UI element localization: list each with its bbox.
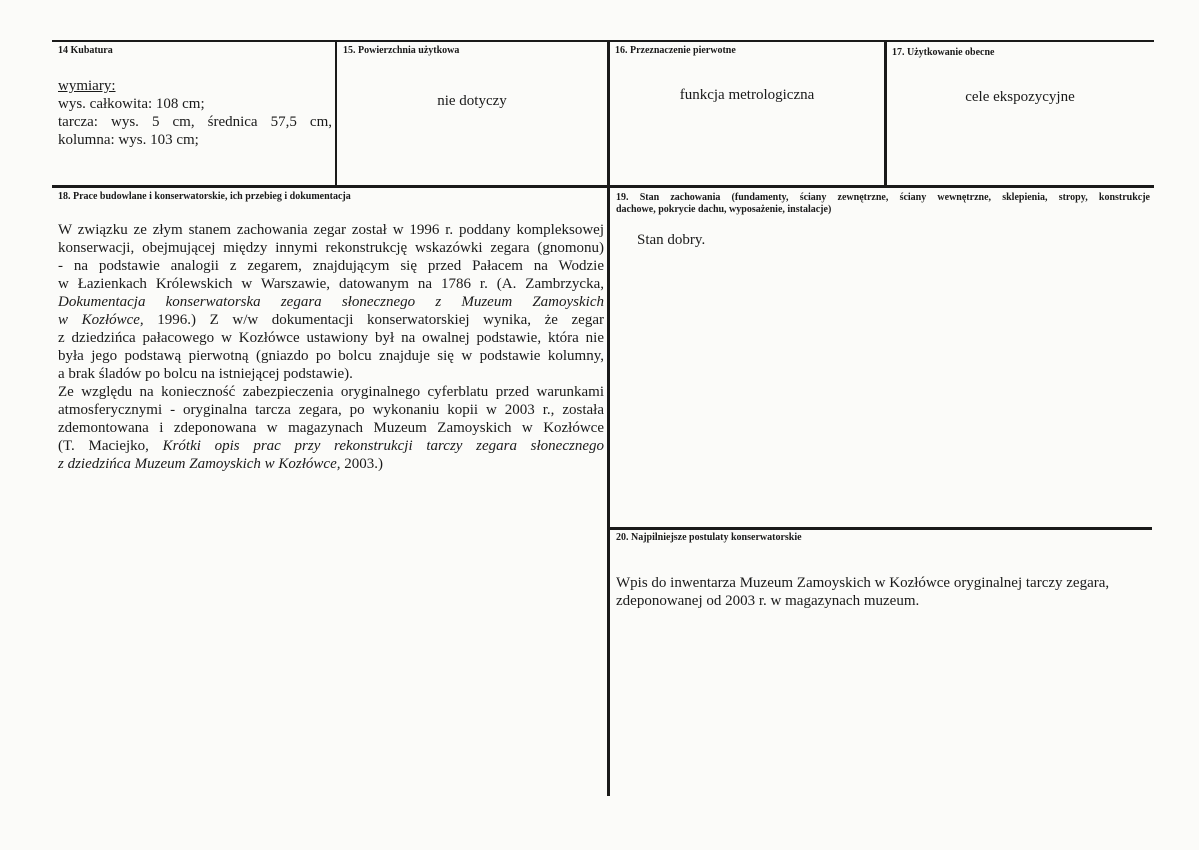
field-14-line: tarcza: wys. 5 cm, średnica 57,5 cm, <box>58 114 332 130</box>
field-18-line <box>58 293 604 311</box>
field-14-line: wys. całkowita: 108 cm; <box>58 96 205 112</box>
field-18-line <box>58 455 604 473</box>
field-18-line: konserwacji, obejmującej między innymi rekonstrukcję wskazówki zegara (gnomonu) <box>58 240 604 256</box>
field-18-line: z dziedzińca pałacowego w Kozłówce ustawiony był na owalnej podstawie, która nie <box>58 330 604 346</box>
field-15-label: 15. Powierzchnia użytkowa <box>343 45 460 56</box>
field-17-label: 17. Użytkowanie obecne <box>892 47 995 58</box>
divider-15-16 <box>607 40 610 796</box>
field-18-italic-title: z dziedzińca Muzeum Zamoyskich w Kozłówce, <box>58 456 341 472</box>
field-14-label: 14 Kubatura <box>58 45 113 56</box>
field-18-text-run: 1996.) Z w/w dokumentacji konserwatorskiej wynika, że zegar <box>143 312 604 328</box>
field-18-text-run: 2003.) <box>340 456 383 472</box>
field-18-content <box>58 221 604 473</box>
divider-16-17 <box>884 40 887 187</box>
field-14-line: kolumna: wys. 103 cm; <box>58 132 199 148</box>
field-18-line: W związku ze złym stanem zachowania zegar został w 1996 r. poddany kompleksowej <box>58 222 604 238</box>
field-18-italic-title: Dokumentacja konserwatorska zegara słonecznego z Muzeum Zamoyskich <box>58 294 604 310</box>
field-15-value: nie dotyczy <box>437 93 507 109</box>
divider-14-15 <box>335 40 337 187</box>
field-20-content <box>616 574 1150 610</box>
field-18-line: - na podstawie analogii z zegarem, znajdującym się przed Pałacem na Wodzie <box>58 258 604 274</box>
field-18-line: Ze względu na konieczność zabezpieczenia oryginalnego cyferblatu przed warunkami <box>58 384 604 400</box>
field-17-value: cele ekspozycyjne <box>965 89 1075 105</box>
field-16-value: funkcja metrologiczna <box>679 87 815 103</box>
field-18-line: zdemontowana i zdeponowana w magazynach Muzeum Zamoyskich w Kozłówce <box>58 420 604 436</box>
field-19-label <box>616 192 1150 216</box>
field-18-line <box>58 311 604 329</box>
field-18-line: w Łazienkach Królewskich w Warszawie, datowanym na 1786 r. (A. Zambrzycka, <box>58 276 604 292</box>
field-19-label-line: 19. Stan zachowania (fundamenty, ściany zewnętrzne, ściany wewnętrzne, sklepienia, stropy, konstrukcje <box>616 192 1150 203</box>
field-14-heading: wymiary: <box>58 78 116 94</box>
field-20-line: zdeponowanej od 2003 r. w magazynach muzeum. <box>616 593 920 609</box>
field-18-italic-title: Krótki opis prac przy rekonstrukcji tarczy zegara słonecznego <box>162 438 604 454</box>
field-19-label-line: dachowe, pokrycie dachu, wyposażenie, instalacje) <box>616 204 832 215</box>
divider-19-20 <box>609 527 1152 530</box>
field-18-line: a brak śladów po bolcu na istniejącej podstawie). <box>58 366 353 382</box>
field-16-label: 16. Przeznaczenie pierwotne <box>615 45 736 56</box>
field-14-content <box>58 77 332 149</box>
field-19-value: Stan dobry. <box>637 232 706 248</box>
field-20-label: 20. Najpilniejsze postulaty konserwatorskie <box>616 532 802 543</box>
field-20-line: Wpis do inwentarza Muzeum Zamoyskich w Kozłówce oryginalnej tarczy zegara, <box>616 575 1110 591</box>
field-18-line: była jego podstawą pierwotną (gniazdo po bolcu znajduje się w podstawie kolumny, <box>58 348 604 364</box>
divider-row1-row2 <box>52 185 1154 188</box>
field-18-line: atmosferycznymi - oryginalna tarcza zegara, po wykonaniu kopii w 2003 r., została <box>58 402 604 418</box>
field-18-text-run: (T. Maciejko, <box>58 438 163 454</box>
field-18-italic-title: w Kozłówce, <box>58 312 144 328</box>
field-18-label: 18. Prace budowlane i konserwatorskie, ich przebieg i dokumentacja <box>58 191 351 202</box>
field-18-line <box>58 437 604 455</box>
top-border-line <box>52 40 1154 42</box>
